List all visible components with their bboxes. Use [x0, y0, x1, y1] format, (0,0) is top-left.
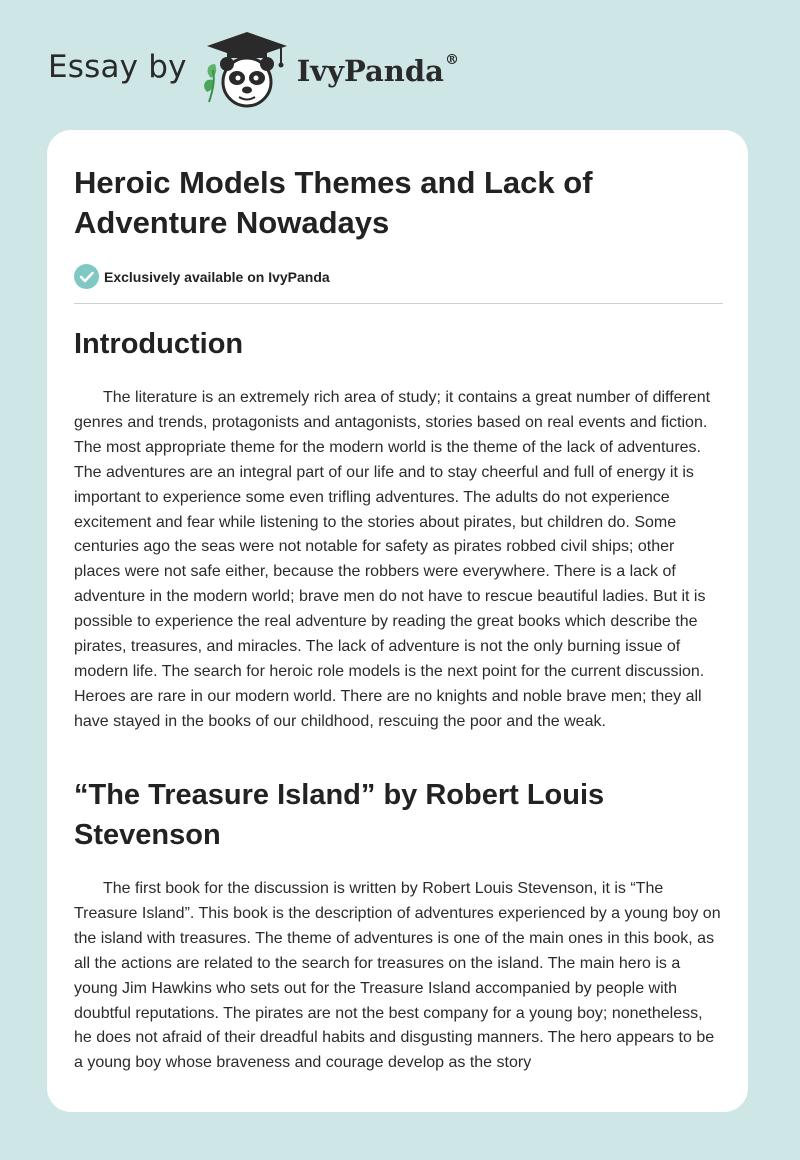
- section-heading-introduction: Introduction: [74, 328, 244, 360]
- section-heading-treasure-island: “The Treasure Island” by Robert Louis Stevenson: [74, 779, 605, 851]
- section-paragraph-introduction: The literature is an extremely rich area of study; it contains a great number of different genres and trends, protagonists and antagonists, stories based on real events and fiction. The most appropriate theme for the modern world is the theme of the lack of adventures. The adventures are an integral part of our life and to stay cheerful and full of energy it is important to experience some even trifling adventures. The adults do not experience excitement and fear while listening to the stories about pirates, but children do. Some centuries ago the seas were not notable for safety as pirates robbed civil ships; other places were not safe either, because the robbers were everywhere. There is a lack of adventure in the modern world; brave men do not have to rescue beautiful ladies. But it is possible to experience the real adventure by reading the great books which describe the pirates, treasures, and miracles. The lack of adventure is not the only burning issue of modern life. The search for heroic role models is the next point for the current discussion. Heroes are rare in our modern world. There are no knights and noble brave men; they all have stayed in the books of our childhood, rescuing the poor and the weak.: [74, 389, 711, 730]
- brand-prefix: Essay by: [48, 49, 187, 85]
- registered-mark: ®: [444, 52, 459, 68]
- brand-name: [297, 54, 459, 88]
- brand-name-text: IvyPanda: [296, 54, 444, 88]
- badge-text: Exclusively available on IvyPanda: [104, 268, 330, 285]
- article-card: [47, 130, 748, 1112]
- panda-graduate-logo-icon: [201, 30, 293, 110]
- section-paragraph-treasure-island: The first book for the discussion is written by Robert Louis Stevenson, it is “The Treasure Island”. This book is the description of adventures experienced by a young boy on the island with treasures. The theme of adventures is one of the main ones in this book, as all the actions are related to the search for treasures on the island. The main hero is a young Jim Hawkins who sets out for the Treasure Island accompanied by people with doubtful reputations. The pirates are not the best company for a young boy; nonetheless, he does not afraid of their dreadful habits and disgusting manners. The hero appears to be a young boy whose braveness and courage develop as the story: [74, 880, 721, 1072]
- check-circle-icon: [74, 264, 99, 289]
- article-title: Heroic Models Themes and Lack of Adventure Nowadays: [74, 165, 593, 240]
- exclusive-badge: [74, 264, 330, 289]
- brand-header[interactable]: [48, 30, 459, 110]
- divider: [74, 303, 723, 304]
